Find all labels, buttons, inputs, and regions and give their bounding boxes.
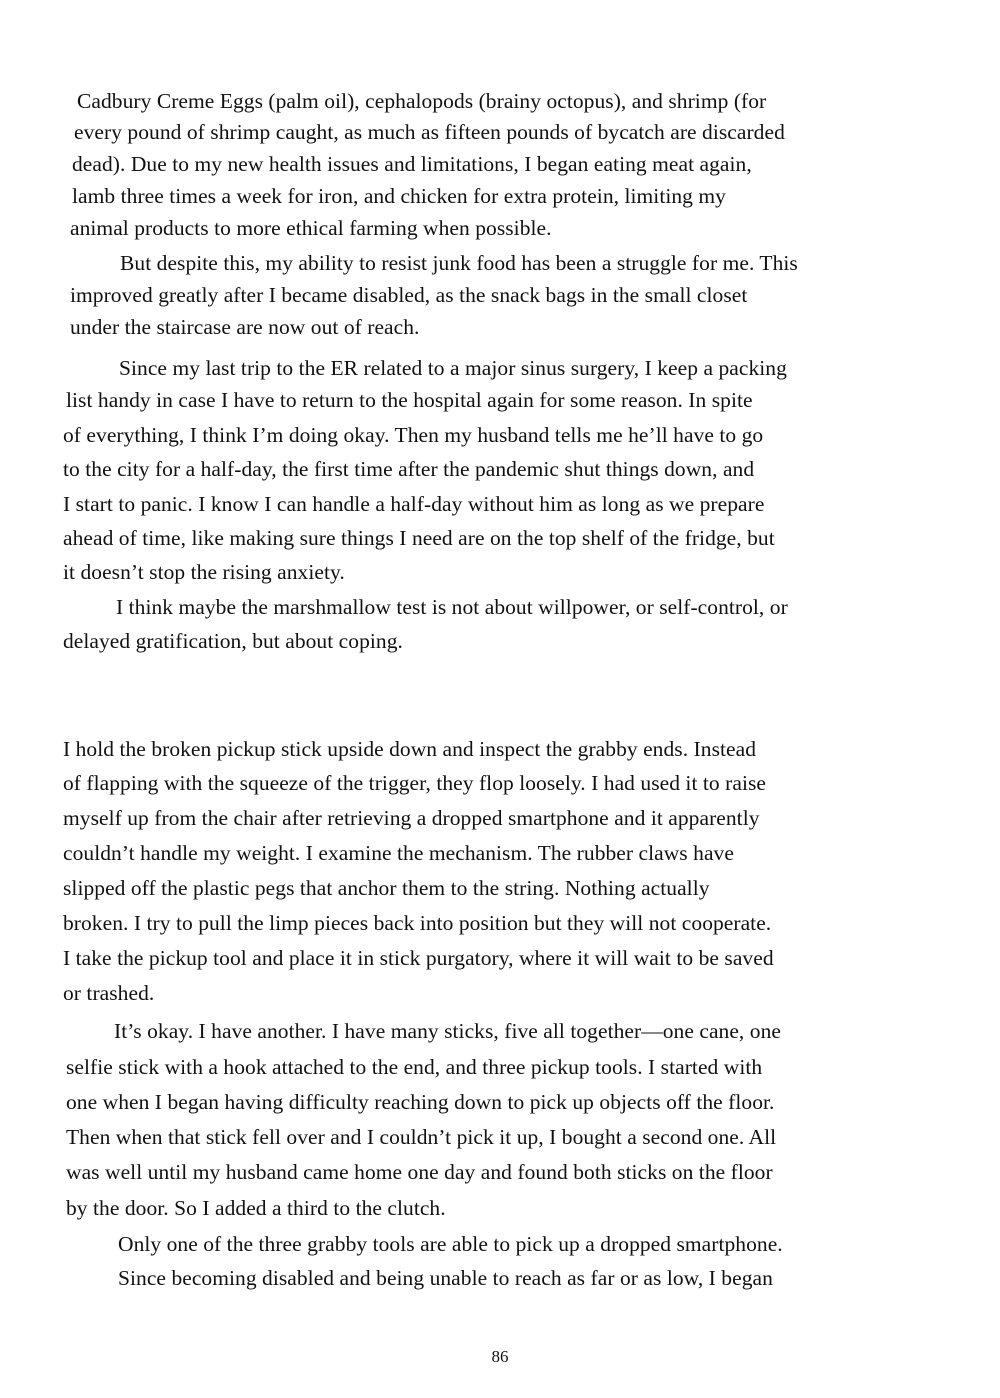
paragraph-first-line: But despite this, my ability to resist junk food has been a struggle for me. This	[120, 251, 798, 275]
page-number: 86	[491, 1347, 509, 1366]
text-line: dead). Due to my new health issues and limitations, I began eating meat again,	[72, 152, 752, 176]
text-line: one when I began having difficulty reaching down to pick up objects off the floor.	[66, 1090, 775, 1114]
text-line: I start to panic. I know I can handle a half-day without him as long as we prepare	[63, 492, 765, 516]
text-line: animal products to more ethical farming when possible.	[70, 216, 552, 240]
text-line: list handy in case I have to return to the hospital again for some reason. In spite	[66, 388, 753, 412]
text-line: by the door. So I added a third to the clutch.	[66, 1196, 446, 1220]
text-line: couldn’t handle my weight. I examine the mechanism. The rubber claws have	[63, 841, 734, 865]
paragraph-first-line: Only one of the three grabby tools are able to pick up a dropped smartphone.	[118, 1232, 783, 1256]
paragraph-first-line: It’s okay. I have another. I have many sticks, five all together—one cane, one	[114, 1019, 781, 1043]
paragraph-first-line: I think maybe the marshmallow test is not about willpower, or self-control, or	[116, 595, 788, 619]
section-first-line: I hold the broken pickup stick upside down and inspect the grabby ends. Instead	[63, 737, 756, 761]
text-line: it doesn’t stop the rising anxiety.	[63, 560, 345, 584]
text-line: broken. I try to pull the limp pieces back into position but they will not cooperate.	[63, 911, 772, 935]
text-line: of everything, I think I’m doing okay. Then my husband tells me he’ll have to go	[63, 423, 764, 447]
text-line: Then when that stick fell over and I couldn’t pick it up, I bought a second one. All	[66, 1125, 777, 1149]
text-line: improved greatly after I became disabled, as the snack bags in the small closet	[70, 283, 748, 307]
text-line: lamb three times a week for iron, and chicken for extra protein, limiting my	[72, 184, 726, 208]
text-line: delayed gratification, but about coping.	[63, 629, 403, 653]
paragraph-first-line: Since becoming disabled and being unable to reach as far or as low, I began	[118, 1266, 773, 1290]
text-line: ahead of time, like making sure things I need are on the top shelf of the fridge, but	[63, 526, 775, 550]
text-line: of flapping with the squeeze of the trigger, they flop loosely. I had used it to raise	[63, 771, 766, 795]
text-line: selfie stick with a hook attached to the end, and three pickup tools. I started with	[66, 1055, 763, 1079]
text-line: I take the pickup tool and place it in stick purgatory, where it will wait to be saved	[63, 946, 774, 970]
text-line: to the city for a half-day, the first time after the pandemic shut things down, and	[63, 457, 755, 481]
text-line: slipped off the plastic pegs that anchor them to the string. Nothing actually	[63, 876, 710, 900]
text-line: every pound of shrimp caught, as much as fifteen pounds of bycatch are discarded	[74, 120, 785, 144]
text-line: under the staircase are now out of reach.	[70, 315, 420, 339]
text-line: Cadbury Creme Eggs (palm oil), cephalopods (brainy octopus), and shrimp (for	[77, 89, 767, 113]
text-line: was well until my husband came home one day and found both sticks on the floor	[66, 1160, 773, 1184]
paragraph-first-line: Since my last trip to the ER related to a major sinus surgery, I keep a packing	[119, 356, 787, 380]
text-line: or trashed.	[63, 981, 155, 1005]
text-line: myself up from the chair after retrieving a dropped smartphone and it apparently	[63, 806, 760, 830]
